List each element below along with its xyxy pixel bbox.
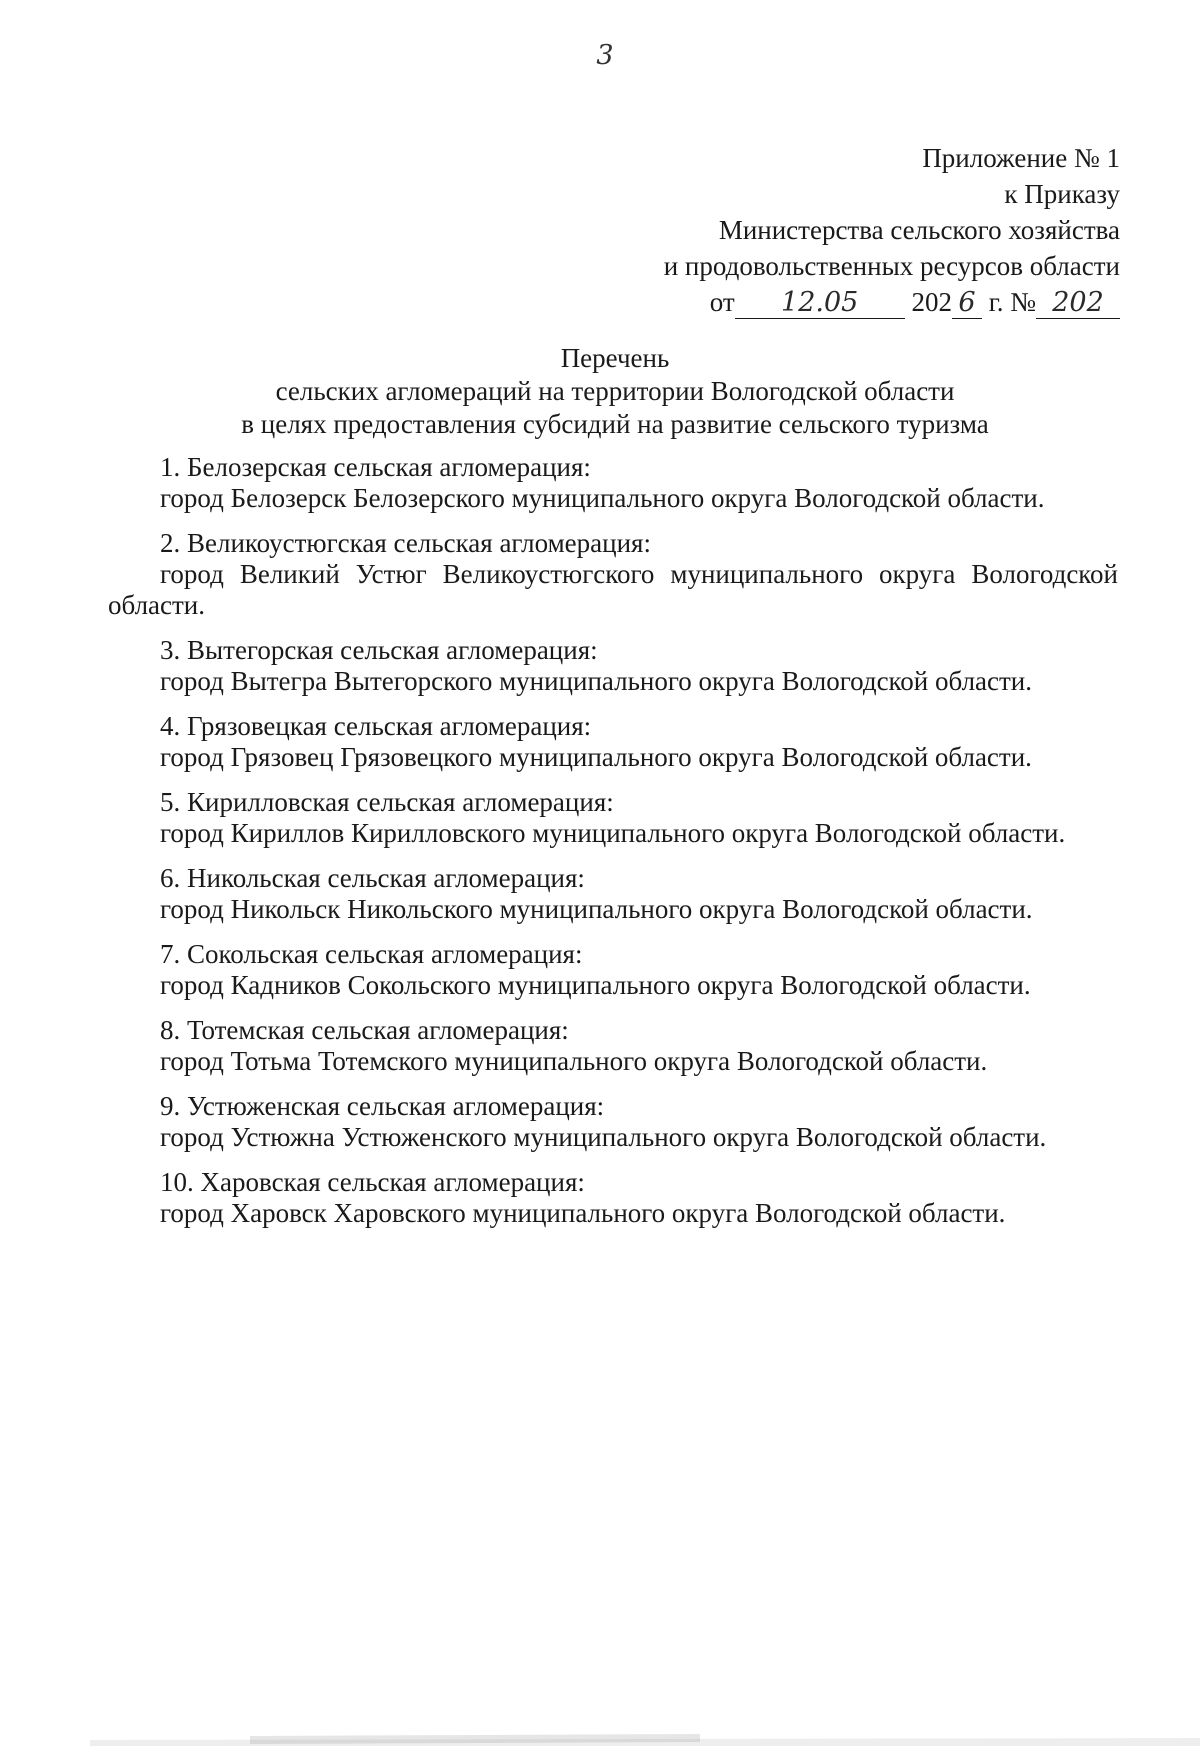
scan-edge-noise bbox=[0, 1718, 1200, 1746]
title-line-2: сельских агломераций на территории Вологодской области bbox=[275, 376, 955, 406]
item-text: город Кириллов Кирилловского муниципального округа Вологодской области. bbox=[160, 818, 1066, 848]
handwritten-order-number: 202 bbox=[1036, 288, 1120, 319]
item-heading: 1. Белозерская сельская агломерация: bbox=[160, 452, 591, 482]
item-text: город Великий Устюг Великоустюгского муниципального округа Вологодской области. bbox=[108, 559, 1118, 620]
item-heading: 8. Тотемская сельская агломерация: bbox=[160, 1015, 569, 1045]
list-item bbox=[108, 939, 1118, 1001]
appendix-line-1: Приложение № 1 bbox=[922, 143, 1120, 173]
order-number-label: г. № bbox=[988, 287, 1036, 317]
order-from-label: от bbox=[709, 287, 735, 317]
list-item bbox=[108, 711, 1118, 773]
item-heading: 4. Грязовецкая сельская агломерация: bbox=[160, 711, 592, 741]
list-item bbox=[108, 863, 1118, 925]
item-heading: 9. Устюженская сельская агломерация: bbox=[160, 1091, 605, 1121]
appendix-line-2: к Приказу bbox=[1004, 179, 1120, 209]
item-heading: 6. Никольская сельская агломерация: bbox=[160, 863, 585, 893]
list-item bbox=[108, 1015, 1118, 1077]
item-heading: 10. Харовская сельская агломерация: bbox=[160, 1167, 585, 1197]
document-title bbox=[0, 342, 1200, 441]
item-text: город Кадников Сокольского муниципального округа Вологодской области. bbox=[160, 970, 1031, 1000]
item-text: город Никольск Никольского муниципального округа Вологодской области. bbox=[160, 894, 1033, 924]
item-heading: 5. Кирилловская сельская агломерация: bbox=[160, 787, 614, 817]
list-item bbox=[108, 528, 1118, 621]
item-text: город Харовск Харовского муниципального округа Вологодской области. bbox=[160, 1198, 1006, 1228]
appendix-line-4: и продовольственных ресурсов области bbox=[663, 251, 1120, 281]
list-item bbox=[108, 452, 1118, 514]
order-year-prefix: 202 bbox=[911, 287, 952, 317]
item-text: город Тотьма Тотемского муниципального округа Вологодской области. bbox=[160, 1046, 988, 1076]
item-text: город Грязовец Грязовецкого муниципального округа Вологодской области. bbox=[160, 742, 1032, 772]
page-number: 3 bbox=[596, 40, 614, 71]
appendix-line-3: Министерства сельского хозяйства bbox=[718, 215, 1120, 245]
agglomeration-list bbox=[108, 452, 1118, 1243]
list-item bbox=[108, 1167, 1118, 1229]
item-heading: 3. Вытегорская сельская агломерация: bbox=[160, 635, 598, 665]
handwritten-year-digit: 6 bbox=[952, 288, 982, 319]
list-item bbox=[108, 787, 1118, 849]
item-text: город Вытегра Вытегорского муниципального округа Вологодской области. bbox=[160, 666, 1033, 696]
list-item bbox=[108, 635, 1118, 697]
list-item bbox=[108, 1091, 1118, 1153]
appendix-header bbox=[664, 140, 1120, 320]
title-line-3: в целях предоставления субсидий на развитие сельского туризма bbox=[241, 409, 989, 439]
title-line-1: Перечень bbox=[560, 343, 670, 373]
order-date-number-row bbox=[664, 284, 1120, 320]
item-heading: 7. Сокольская сельская агломерация: bbox=[160, 939, 583, 969]
handwritten-date: 12.05 bbox=[735, 288, 905, 319]
item-text: город Устюжна Устюженского муниципального округа Вологодской области. bbox=[160, 1122, 1047, 1152]
item-heading: 2. Великоустюгская сельская агломерация: bbox=[160, 528, 651, 558]
item-text: город Белозерск Белозерского муниципального округа Вологодской области. bbox=[160, 483, 1045, 513]
